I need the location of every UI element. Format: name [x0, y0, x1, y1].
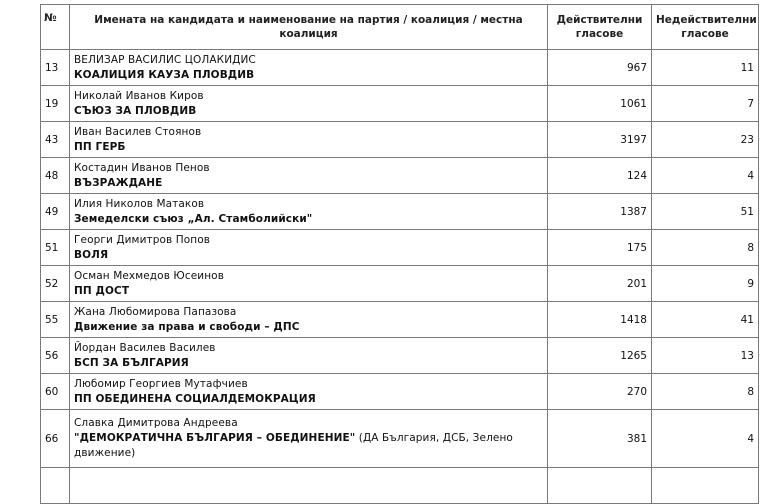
party-note: (ДА България, ДСБ, Зелено движение)	[74, 432, 513, 459]
candidate-name: Костадин Иванов Пенов	[74, 161, 210, 174]
candidate-name: Жана Любомирова Папазова	[74, 305, 237, 318]
table-row	[41, 266, 759, 302]
party-label: КОАЛИЦИЯ КАУЗА ПЛОВДИВ	[74, 68, 255, 81]
candidate-party-cell	[70, 50, 548, 86]
row-number: 56	[41, 338, 70, 374]
valid-votes: 1061	[548, 86, 652, 122]
candidate-party-cell	[70, 338, 548, 374]
party-name	[74, 104, 543, 119]
row-number: 48	[41, 158, 70, 194]
table-row	[41, 230, 759, 266]
valid-votes: 201	[548, 266, 652, 302]
candidate-name: Славка Димитрова Андреева	[74, 417, 238, 429]
candidate-party-cell	[70, 266, 548, 302]
party-name	[74, 431, 543, 461]
party-label: ПП ОБЕДИНЕНА СОЦИАЛДЕМОКРАЦИЯ	[74, 392, 316, 405]
candidate-party-cell	[70, 374, 548, 410]
candidate-name: Николай Иванов Киров	[74, 89, 204, 102]
table-body	[41, 50, 759, 504]
row-number: 43	[41, 122, 70, 158]
party-name	[74, 248, 543, 263]
invalid-votes	[652, 468, 759, 504]
party-name	[74, 212, 543, 227]
party-name	[74, 392, 543, 407]
party-label: ВОЛЯ	[74, 248, 109, 261]
table-row	[41, 194, 759, 230]
table-row	[41, 338, 759, 374]
table-row	[41, 410, 759, 468]
valid-votes: 967	[548, 50, 652, 86]
valid-votes: 3197	[548, 122, 652, 158]
candidate-party-cell	[70, 86, 548, 122]
row-number: 55	[41, 302, 70, 338]
party-label: Движение за права и свободи – ДПС	[74, 320, 300, 333]
candidate-name: Илия Николов Матаков	[74, 197, 205, 210]
row-number: 66	[41, 410, 70, 468]
invalid-votes: 4	[652, 158, 759, 194]
row-number	[41, 468, 70, 504]
invalid-votes: 51	[652, 194, 759, 230]
candidate-name: Георги Димитров Попов	[74, 233, 211, 246]
invalid-votes: 8	[652, 230, 759, 266]
table-row-partial	[41, 468, 759, 504]
party-name	[74, 140, 543, 155]
table-row	[41, 50, 759, 86]
party-name	[74, 320, 543, 335]
row-number: 51	[41, 230, 70, 266]
candidate-party-cell	[70, 302, 548, 338]
candidate-party-cell	[70, 158, 548, 194]
party-label: СЪЮЗ ЗА ПЛОВДИВ	[74, 104, 197, 117]
valid-votes: 1265	[548, 338, 652, 374]
party-label: "ДЕМОКРАТИЧНА БЪЛГАРИЯ – ОБЕДИНЕНИЕ"	[74, 432, 356, 444]
header-number: №	[41, 5, 70, 50]
candidate-name: Йордан Василев Василев	[74, 341, 216, 354]
row-number: 49	[41, 194, 70, 230]
valid-votes: 124	[548, 158, 652, 194]
candidate-party-cell	[70, 410, 548, 468]
party-name	[74, 176, 543, 191]
candidate-name: Иван Василев Стоянов	[74, 125, 202, 138]
table-row	[41, 158, 759, 194]
candidate-name: Любомир Георгиев Мутафчиев	[74, 377, 248, 390]
table-header	[41, 5, 759, 50]
candidate-name: Осман Мехмедов Юсеинов	[74, 269, 224, 282]
invalid-votes: 23	[652, 122, 759, 158]
candidate-name: ВЕЛИЗАР ВАСИЛИС ЦОЛАКИДИС	[74, 53, 256, 66]
results-table-container	[40, 4, 758, 504]
row-number: 13	[41, 50, 70, 86]
header-invalid-votes: Недействителни гласове	[652, 5, 759, 50]
valid-votes	[548, 468, 652, 504]
row-number: 19	[41, 86, 70, 122]
table-row	[41, 86, 759, 122]
party-label: БСП ЗА БЪЛГАРИЯ	[74, 356, 189, 369]
candidate-party-cell	[70, 194, 548, 230]
candidate-party-cell	[70, 468, 548, 504]
party-name	[74, 284, 543, 299]
table-row	[41, 302, 759, 338]
invalid-votes: 9	[652, 266, 759, 302]
valid-votes: 1418	[548, 302, 652, 338]
invalid-votes: 11	[652, 50, 759, 86]
party-label: ПП ДОСТ	[74, 284, 130, 297]
party-label: ПП ГЕРБ	[74, 140, 126, 153]
invalid-votes: 7	[652, 86, 759, 122]
invalid-votes: 41	[652, 302, 759, 338]
candidate-party-cell	[70, 122, 548, 158]
valid-votes: 270	[548, 374, 652, 410]
invalid-votes: 13	[652, 338, 759, 374]
party-label: Земеделски съюз „Ал. Стамболийски"	[74, 212, 313, 225]
valid-votes: 1387	[548, 194, 652, 230]
party-label: ВЪЗРАЖДАНЕ	[74, 176, 163, 189]
row-number: 52	[41, 266, 70, 302]
election-results-table	[40, 4, 759, 504]
valid-votes: 381	[548, 410, 652, 468]
header-candidate-party: Имената на кандидата и наименование на партия / коалиция / местна коалиция	[70, 5, 548, 50]
row-number: 60	[41, 374, 70, 410]
party-name	[74, 68, 543, 83]
party-name	[74, 356, 543, 371]
valid-votes: 175	[548, 230, 652, 266]
invalid-votes: 8	[652, 374, 759, 410]
table-row	[41, 374, 759, 410]
invalid-votes: 4	[652, 410, 759, 468]
header-valid-votes: Действителни гласове	[548, 5, 652, 50]
table-row	[41, 122, 759, 158]
candidate-party-cell	[70, 230, 548, 266]
